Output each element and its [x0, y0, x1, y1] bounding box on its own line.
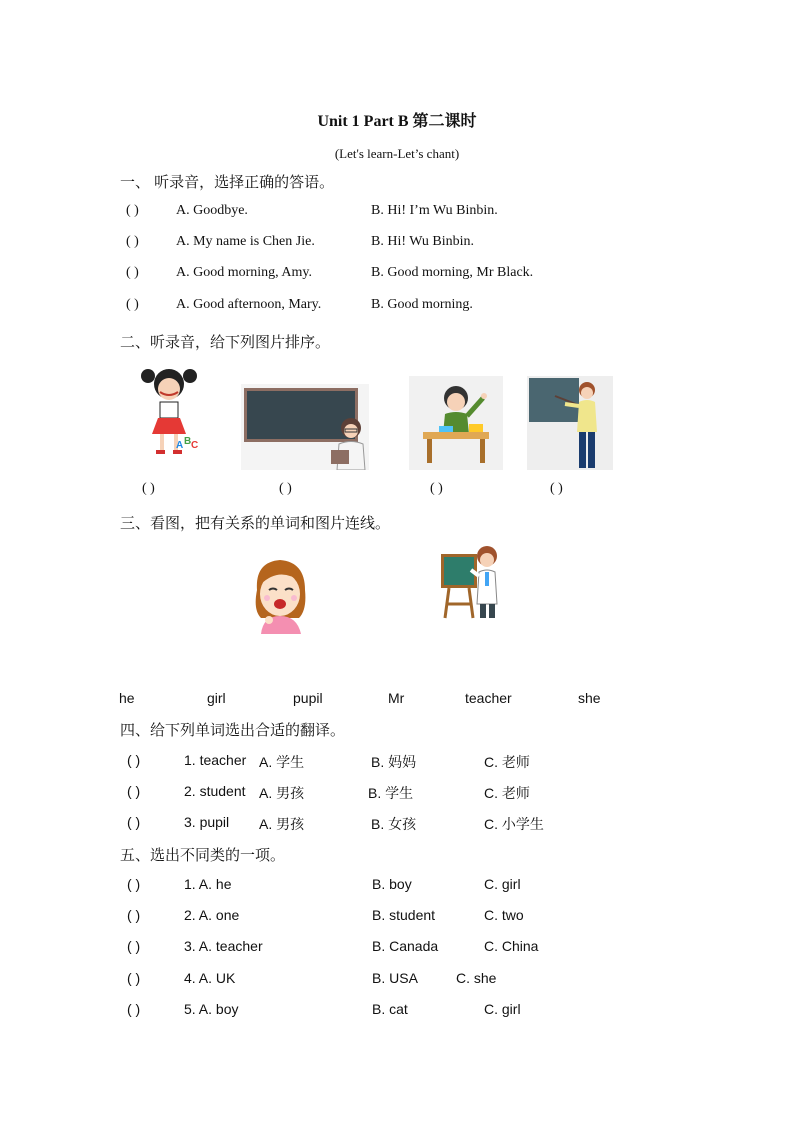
svg-text:B: B [184, 436, 192, 447]
page-subtitle: (Let's learn-Let’s chant) [334, 146, 460, 161]
section1-option-a-1: A. Goodbye. [176, 203, 248, 218]
section4-option-b-1: B. 妈妈 [371, 754, 417, 770]
section5-option-c-5: C. girl [484, 1001, 521, 1017]
section5-option-b-5: B. cat [372, 1001, 408, 1017]
section3-word-6[interactable]: she [578, 690, 601, 706]
section3-word-1[interactable]: he [119, 690, 135, 706]
girl-face-picture [249, 556, 311, 634]
section5-option-a-3: 3. A. teacher [184, 938, 263, 954]
section5-blank-2[interactable]: ( ) [127, 907, 141, 923]
section5-blank-5[interactable]: ( ) [127, 1001, 141, 1017]
section4-word-1: 1. teacher [184, 752, 247, 768]
section1-option-b-2: B. Hi! Wu Binbin. [371, 234, 475, 249]
section1-blank-2[interactable]: ( ) [126, 234, 139, 249]
section5-blank-1[interactable]: ( ) [127, 876, 141, 892]
section5-blank-4[interactable]: ( ) [127, 970, 141, 986]
section4-word-2: 2. student [184, 783, 246, 799]
teacher-board-picture [439, 542, 503, 622]
section3-word-5[interactable]: teacher [465, 690, 512, 706]
svg-text:A: A [176, 440, 184, 451]
section2-blank-3[interactable]: ( ) [430, 481, 443, 496]
section2-blank-4[interactable]: ( ) [550, 481, 563, 496]
section1-blank-1[interactable]: ( ) [126, 203, 139, 218]
section5-option-a-2: 2. A. one [184, 907, 240, 923]
section4-blank-3[interactable]: ( ) [127, 814, 141, 830]
svg-text:C: C [191, 440, 199, 451]
section5-option-b-2: B. student [372, 907, 436, 923]
section1-blank-4[interactable]: ( ) [126, 297, 139, 312]
section1-option-a-2: A. My name is Chen Jie. [176, 234, 315, 249]
section3-word-2[interactable]: girl [207, 690, 226, 706]
section3-word-3[interactable]: pupil [293, 690, 323, 706]
man-pointing-picture [527, 376, 613, 470]
boy-desk-picture [409, 376, 503, 470]
section4-option-c-2: C. 老师 [484, 785, 530, 801]
section3-word-4[interactable]: Mr [388, 690, 405, 706]
section5-option-c-1: C. girl [484, 876, 521, 892]
page-title: Unit 1 Part B 第二课时 [317, 113, 477, 130]
section4-heading: 四、给下列单词选出合适的翻译。 [120, 722, 346, 739]
section4-option-a-3: A. 男孩 [259, 816, 305, 832]
section2-blank-1[interactable]: ( ) [142, 481, 155, 496]
section4-option-a-2: A. 男孩 [259, 785, 305, 801]
section5-heading: 五、选出不同类的一项。 [120, 847, 286, 864]
section4-option-b-2: B. 学生 [368, 785, 414, 801]
section1-option-b-1: B. Hi! I’m Wu Binbin. [371, 203, 498, 218]
section5-option-a-5: 5. A. boy [184, 1001, 239, 1017]
section3-heading: 三、看图，把有关系的单词和图片连线。 [120, 515, 391, 532]
section1-option-b-4: B. Good morning. [371, 297, 473, 312]
section4-blank-2[interactable]: ( ) [127, 783, 141, 799]
section2-blank-2[interactable]: ( ) [279, 481, 292, 496]
section5-option-b-1: B. boy [372, 876, 412, 892]
section5-blank-3[interactable]: ( ) [127, 938, 141, 954]
section4-option-b-3: B. 女孩 [371, 816, 417, 832]
section4-word-3: 3. pupil [184, 814, 230, 830]
section5-option-c-2: C. two [484, 907, 524, 923]
teacher-blackboard-picture [241, 384, 369, 470]
girl-abc-picture [138, 362, 200, 462]
section1-option-b-3: B. Good morning, Mr Black. [371, 265, 534, 280]
section4-option-a-1: A. 学生 [259, 754, 305, 770]
section5-option-a-4: 4. A. UK [184, 970, 236, 986]
section1-option-a-4: A. Good afternoon, Mary. [176, 297, 322, 312]
section4-option-c-3: C. 小学生 [484, 816, 544, 832]
section1-heading: 一、 听录音，选择正确的答语。 [120, 174, 335, 191]
section5-option-b-3: B. Canada [372, 938, 439, 954]
section5-option-a-1: 1. A. he [184, 876, 232, 892]
section2-heading: 二、听录音，给下列图片排序。 [120, 334, 331, 351]
section4-option-c-1: C. 老师 [484, 754, 530, 770]
section1-blank-3[interactable]: ( ) [126, 265, 139, 280]
section5-option-b-4: B. USA [372, 970, 418, 986]
section5-option-c-4: C. she [456, 970, 497, 986]
section1-option-a-3: A. Good morning, Amy. [176, 265, 312, 280]
section5-option-c-3: C. China [484, 938, 539, 954]
section4-blank-1[interactable]: ( ) [127, 752, 141, 768]
